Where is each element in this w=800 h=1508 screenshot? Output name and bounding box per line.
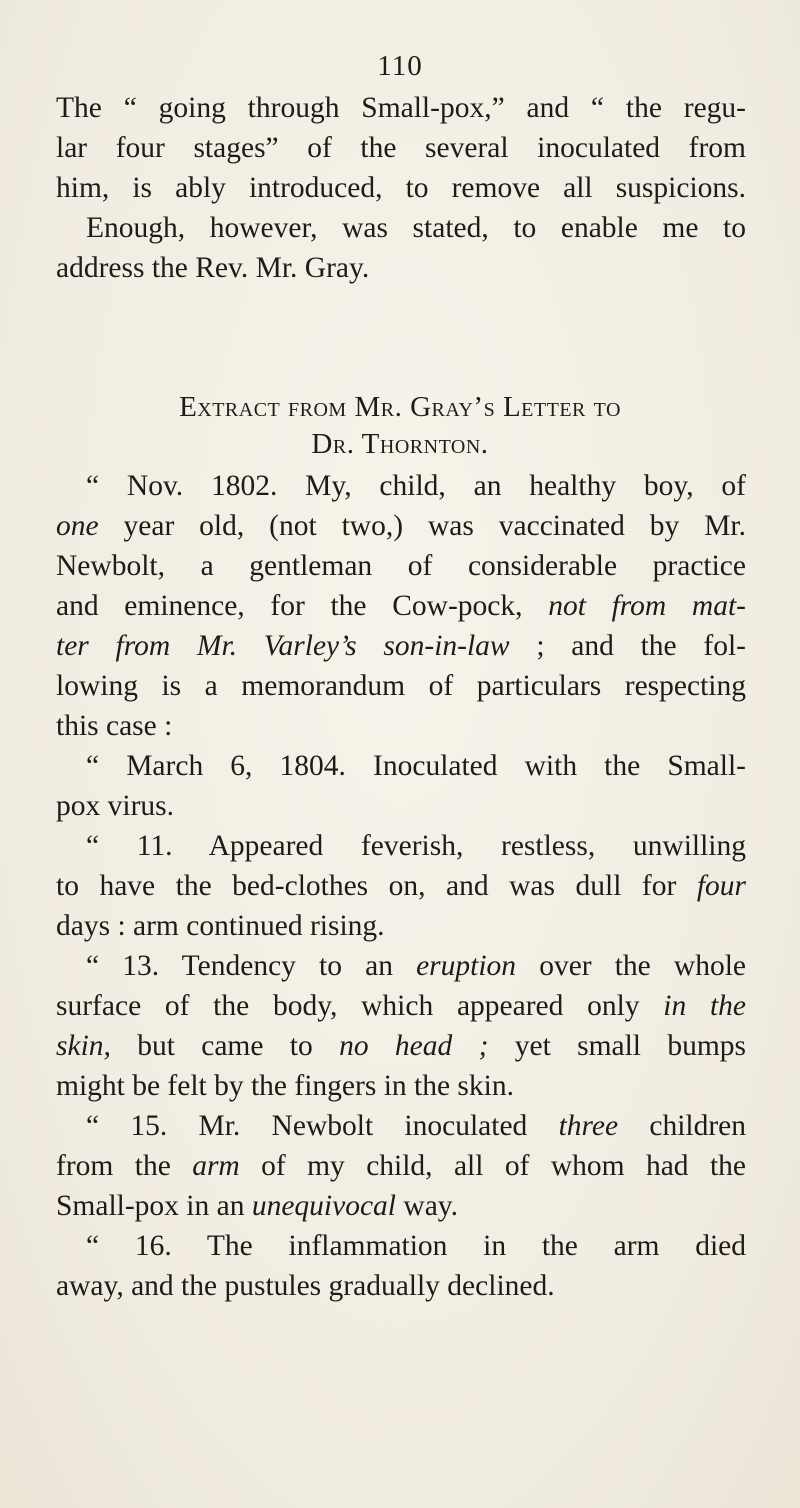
italic-text: ter from Mr. Varley’s son-in-law (56, 630, 510, 662)
text-run: ; and the fol- (509, 630, 746, 662)
text-line (56, 1066, 746, 1106)
text-line (56, 826, 746, 866)
text-line (56, 986, 746, 1026)
text-run: “ 13. Tendency to an (86, 950, 417, 982)
text-line (56, 906, 746, 946)
text-line (56, 866, 746, 906)
text-line (56, 248, 746, 288)
text-run: of my child, all of whom had the (239, 1150, 746, 1182)
text-run: children (618, 1110, 747, 1142)
text-line (56, 506, 746, 546)
text-run: lar four stages” of the several inoculated from (56, 132, 746, 164)
text-run: days : arm continued rising. (56, 910, 385, 942)
italic-text: eruption (416, 950, 517, 982)
text-run: but came to (110, 1030, 340, 1062)
italic-text: three (558, 1110, 619, 1142)
italic-text: not from mat- (548, 590, 746, 622)
text-run: him, is ably introduced, to remove all suspicions. (56, 172, 746, 204)
text-line (56, 128, 746, 168)
text-run: The “ going through Small-pox,” and “ the regu- (56, 92, 746, 124)
italic-text: skin, (56, 1030, 111, 1062)
text-line (56, 466, 746, 506)
text-run: and eminence, for the Cow-pock, (56, 590, 549, 622)
text-run: Newbolt, a gentleman of considerable practice (56, 550, 746, 582)
text-line (56, 626, 746, 666)
text-run: lowing is a memorandum of particulars respecting (56, 670, 746, 702)
text-run: way. (396, 1190, 458, 1222)
italic-text: arm (192, 1150, 240, 1182)
italic-text: one (56, 510, 99, 542)
italic-text: unequivocal (251, 1190, 397, 1222)
text-run: “ March 6, 1804. Inoculated with the Small- (86, 750, 746, 782)
text-line (56, 1266, 746, 1306)
text-line (56, 586, 746, 626)
italic-text: in the (663, 990, 746, 1022)
text-line (56, 706, 746, 746)
text-line (56, 168, 746, 208)
text-line (56, 546, 746, 586)
text-line (56, 946, 746, 986)
text-run: yet small bumps (488, 1030, 747, 1062)
text-run: Small-pox in an (56, 1190, 252, 1222)
text-run: year old, (not two,) was vaccinated by Mr. (98, 510, 746, 542)
text-run: this case : (56, 710, 173, 742)
text-run: from the (56, 1150, 193, 1182)
text-run: Enough, however, was stated, to enable me to (86, 212, 746, 244)
text-run: might be felt by the fingers in the skin. (56, 1070, 514, 1102)
text-run: “ 15. Mr. Newbolt inoculated (86, 1110, 559, 1142)
text-run: “ Nov. 1802. My, child, an healthy boy, of (86, 470, 746, 502)
section-heading-line-2: Dr. Thornton. (311, 428, 489, 460)
text-run: “ 16. The inflammation in the arm died (86, 1230, 746, 1262)
text-line (56, 1226, 746, 1266)
text-run: surface of the body, which appeared only (56, 990, 664, 1022)
text-run: away, and the pustules gradually declined. (56, 1270, 555, 1302)
text-line (56, 666, 746, 706)
text-run: pox virus. (56, 790, 174, 822)
text-run: address the Rev. Mr. Gray. (56, 252, 370, 284)
text-line (56, 1026, 746, 1066)
text-line (56, 786, 746, 826)
text-line (56, 746, 746, 786)
page-number: 110 (377, 50, 423, 82)
italic-text: no head ; (339, 1030, 489, 1062)
section-heading-line-1: Extract from Mr. Gray’s Letter to (179, 391, 621, 423)
italic-text: four (696, 870, 746, 902)
text-run: “ 11. Appeared feverish, restless, unwilling (86, 830, 746, 862)
text-line (56, 208, 746, 248)
text-line (56, 1106, 746, 1146)
text-run: to have the bed-clothes on, and was dull for (56, 870, 697, 902)
letter-extract-body (56, 466, 746, 1306)
text-line (56, 88, 746, 128)
text-run: over the whole (516, 950, 746, 982)
text-line (56, 1186, 746, 1226)
text-line (56, 1146, 746, 1186)
intro-paragraphs (56, 88, 746, 288)
